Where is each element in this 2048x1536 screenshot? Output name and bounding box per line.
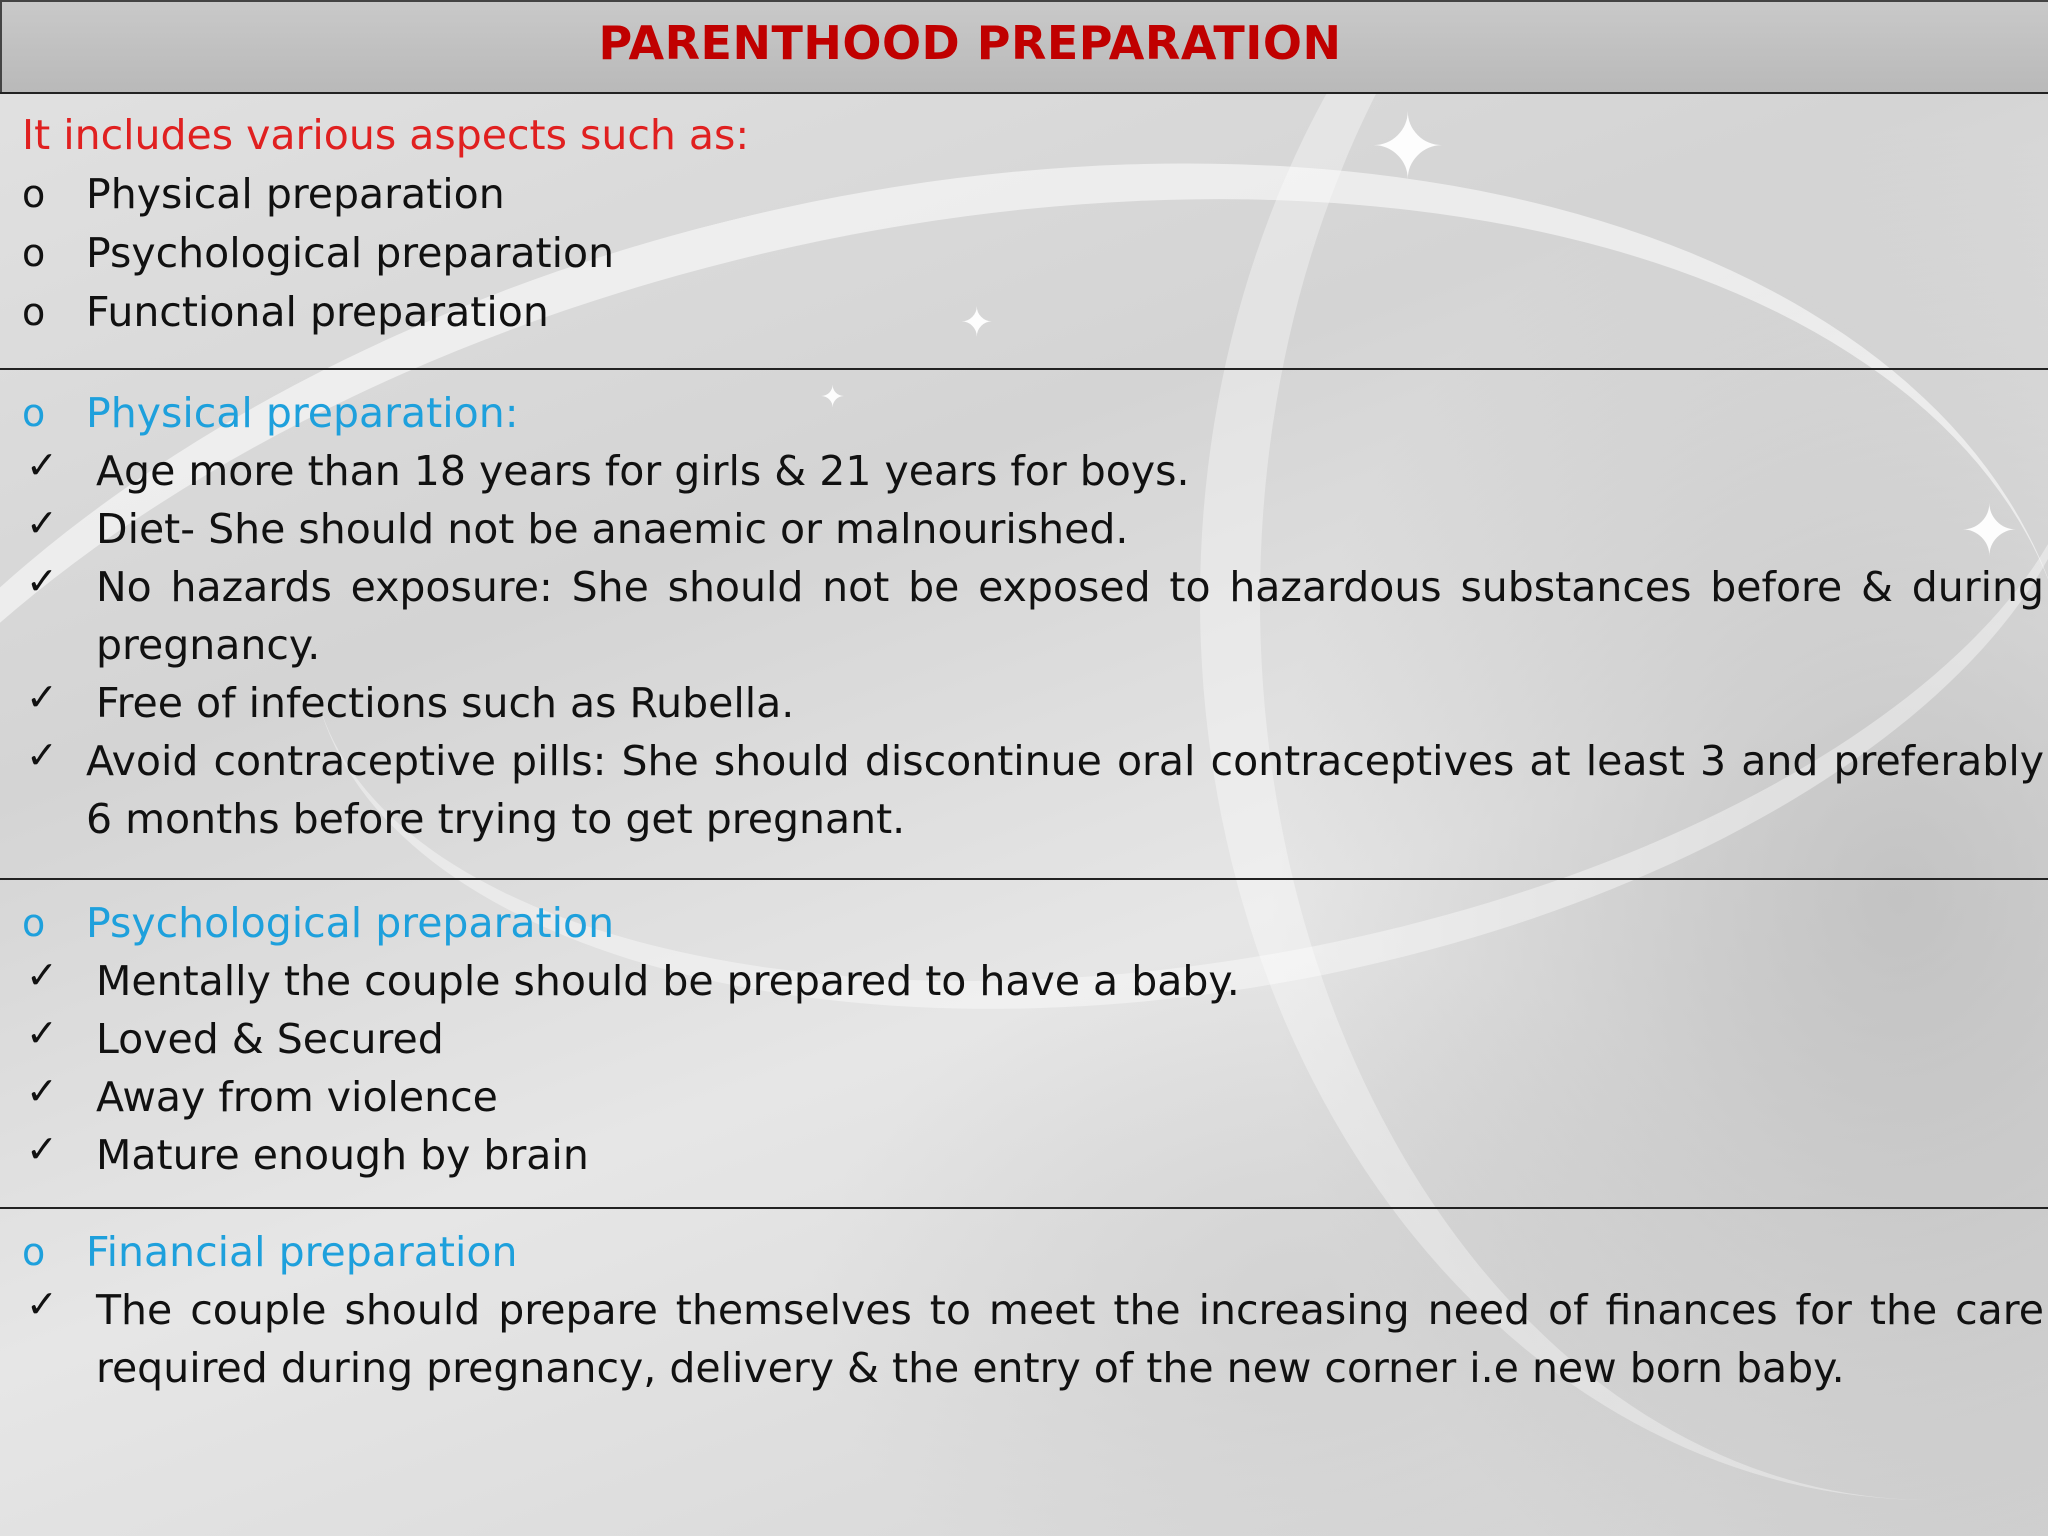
financial-heading: Financial preparation <box>86 1228 518 1276</box>
section-heading <box>22 1223 2044 1281</box>
check-mark-icon: ✓ <box>26 733 58 777</box>
check-mark-icon: ✓ <box>26 501 58 545</box>
list-item-text: Avoid contraceptive pills: She should discontinue oral contraceptives at least 3 and preferably 6 months before trying to get pregnant. <box>86 737 2044 843</box>
section-heading <box>22 894 2044 952</box>
list-item-text: Mentally the couple should be prepared to have a baby. <box>96 957 1240 1005</box>
list-item-text: Away from violence <box>96 1073 498 1121</box>
section-heading <box>22 384 2044 442</box>
list-item <box>22 558 2044 674</box>
list-item-text: Free of infections such as Rubella. <box>96 679 795 727</box>
intro-item <box>22 283 2044 342</box>
check-mark-icon: ✓ <box>26 559 58 603</box>
intro-item <box>22 224 2044 283</box>
circle-bullet-icon: o <box>22 231 46 275</box>
check-mark-icon: ✓ <box>26 443 58 487</box>
circle-bullet-icon: o <box>22 901 46 945</box>
sparkle-icon: ✦ <box>1370 95 1446 200</box>
list-item <box>22 1068 2044 1126</box>
list-item-text: No hazards exposure: She should not be exposed to hazardous substances before & during pregnancy. <box>96 563 2044 669</box>
list-item <box>22 1010 2044 1068</box>
intro-item <box>22 165 2044 224</box>
intro-label: It includes various aspects such as: <box>22 111 750 159</box>
list-item <box>22 1281 2044 1397</box>
check-mark-icon: ✓ <box>26 1127 58 1171</box>
check-mark-icon: ✓ <box>26 1282 58 1326</box>
financial-section <box>0 1207 2048 1536</box>
list-item-text: Age more than 18 years for girls & 21 years for boys. <box>96 447 1190 495</box>
intro-section <box>0 92 2048 368</box>
list-item <box>22 674 2044 732</box>
psychological-heading: Psychological preparation <box>86 899 615 947</box>
list-item <box>22 442 2044 500</box>
check-mark-icon: ✓ <box>26 675 58 719</box>
psychological-section <box>0 878 2048 1207</box>
intro-item-text: Psychological preparation <box>86 229 615 277</box>
list-item-text: Diet- She should not be anaemic or malnourished. <box>96 505 1129 553</box>
check-mark-icon: ✓ <box>26 1011 58 1055</box>
intro-item-text: Functional preparation <box>86 288 549 336</box>
sparkle-icon: ✦ <box>1960 490 2019 572</box>
circle-bullet-icon: o <box>22 290 46 334</box>
list-item-text: Loved & Secured <box>96 1015 444 1063</box>
title-band <box>0 0 2048 92</box>
slide-title: PARENTHOOD PREPARATION <box>598 16 1342 70</box>
check-mark-icon: ✓ <box>26 953 58 997</box>
intro-item-text: Physical preparation <box>86 170 505 218</box>
list-item-text: The couple should prepare themselves to meet the increasing need of finances for the care required during pregnancy, delivery & the entry of the new corner i.e new born baby. <box>96 1286 2044 1392</box>
list-item <box>22 952 2044 1010</box>
physical-section <box>0 368 2048 878</box>
sparkle-icon: ✦ <box>960 300 994 346</box>
list-item <box>22 1126 2044 1184</box>
circle-bullet-icon: o <box>22 172 46 216</box>
list-item <box>22 732 2044 848</box>
physical-heading: Physical preparation: <box>86 389 519 437</box>
sparkle-icon: ✦ <box>820 380 846 415</box>
circle-bullet-icon: o <box>22 1230 46 1274</box>
list-item-text: Mature enough by brain <box>96 1131 589 1179</box>
list-item <box>22 500 2044 558</box>
circle-bullet-icon: o <box>22 391 46 435</box>
check-mark-icon: ✓ <box>26 1069 58 1113</box>
